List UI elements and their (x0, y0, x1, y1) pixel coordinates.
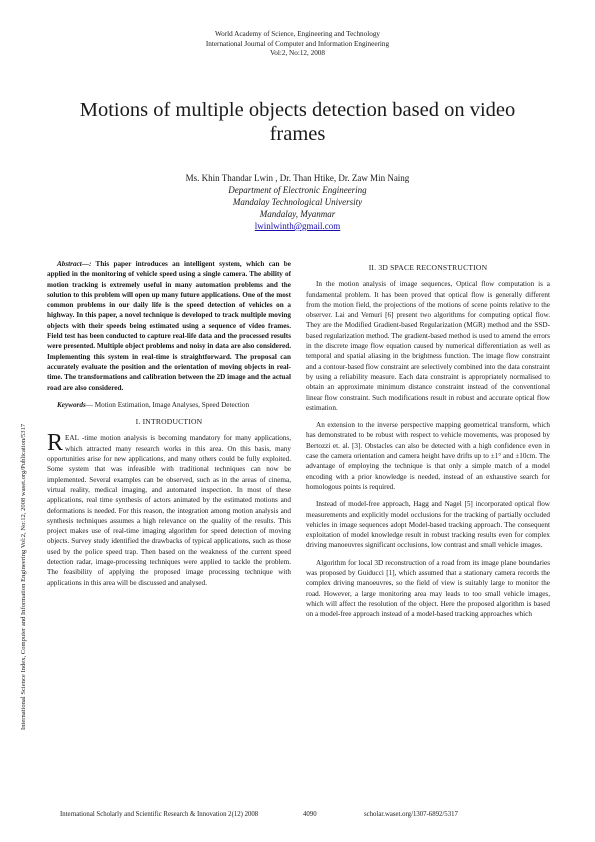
right-column (306, 259, 550, 627)
abstract-label: Abstract—: (57, 260, 92, 268)
author-names: Ms. Khin Thandar Lwin , Dr. Than Htike, Dr. Zaw Min Naing (185, 173, 410, 183)
intro-text: EAL -time motion analysis is becoming mandatory for many applications, which attracted many research works in this area. On this basis, many opportunities arise for new applications, and many others could be fully exploited. Some system that was infeasible with traditional techniques can now be implemented. Several examples can be observed, such as in the areas of cinema, virtual reality, medical imaging, and automated inspection. In most of these applications, real time synthesis of actors animated by the estimated motions and deformations is needed. For this reason, the integration among motion analysis and synthesis techniques assumes a high relevance on the quality of the results. This project makes use of real-time imaging algorithm for speed detection of moving objects. Survey study identified the drawbacks of typical applications, such as those used by the police speed trap. Then based on the weakness of the current speed detection radar, image-processing techniques were applied to tackle the problem. The feasibility of applying the proposed image processing technique with applications in this area will be discussed and analysed. (47, 434, 291, 587)
abstract-text: This paper introduces an intelligent system, which can be applied in the monitoring of vehicle speed using a single camera. The ability of motion tracking is extremely useful in many automation problems and the solution to this problem will open up many future applications. One of the most common problems in our daily life is the speed detection of vehicles on a highway. In this paper, a novel technique is developed to track multiple moving objects with their speeds being estimated using a sequence of video frames. Field test has been conducted to capture real-life data and the processed results were presented. Multiple object problems and noisy in data are also considered. Implementing this system in real-time is straightforward. The proposal can accurately evaluate the position and the orientation of moving objects in real-time. The transformations and calibration between the 2D image and the actual road are also considered. (47, 260, 291, 392)
keywords (47, 400, 291, 410)
paragraph-optical-flow: In the motion analysis of image sequences, Optical flow computation is a fundamental problem. It has been proved that optical flow is generally different from the motion field, the projections of the motions of scene points relative to the observer. Lai and Vemuri [6] present two algorithms for computing optical flow. They are the Modified Gradient-based Regularization (MGR) method and the SSD-based regularization method. The gradient-based method is used to amend the errors in the discrete image flow equation caused by numerical differentiation as well as temporal and spatial aliasing in the brightness function. The image flow constraint and a contour-based flow constraint are selectively combined into the data constraint by using a reliability measure. Each data constraint is appropriately normalised to obtain an approximate minimum distance constraint instead of the conventional linear flow constraint. Such modifications result in robust and accurate optical flow estimation. (306, 280, 550, 412)
paper-title: Motions of multiple objects detection based on video frames (79, 99, 516, 145)
footer-publisher: International Scholarly and Scientific Research & Innovation 2(12) 2008 (60, 811, 259, 818)
journal-volume: Vol:2, No:12, 2008 (270, 49, 325, 57)
author-city: Mandalay, Myanmar (259, 209, 336, 219)
paragraph-model-based: Instead of model-free approach, Hagg and Nagel [5] incorporated optical flow measurements and explicitly model occlusions for the tracking of partially occluded vehicles in image sequences adopt Model-based tracking approach. The consequent exploitation of model knowledge result in robust tracking results even for complex driving manoeuvres significant occlusions, low contrast and small vehicle images. (306, 500, 550, 550)
journal-subtitle: International Journal of Computer and Information Engineering (205, 39, 390, 48)
left-column (47, 259, 291, 595)
section-heading-introduction: I. INTRODUCTION (135, 417, 203, 427)
abstract (47, 259, 291, 393)
footer-url[interactable]: scholar.waset.org/1307-6892/5317 (364, 811, 458, 818)
index-sidebar: International Science Index, Computer and Information Engineering Vol:2, No:12, 2008 waset.org/Publication/5317 (20, 423, 27, 730)
journal-name: World Academy of Science, Engineering and Technology (214, 30, 381, 38)
section-heading-3d-reconstruction: II. 3D SPACE RECONSTRUCTION (368, 263, 488, 272)
intro-paragraph (47, 430, 291, 587)
keywords-text: — Motion Estimation, Image Analyses, Speed Detection (85, 400, 250, 409)
footer-page-number: 4090 (303, 811, 317, 818)
paragraph-inverse-perspective: An extension to the inverse perspective mapping geometrical transform, which has demonstrated to be robust with respect to vehicle movements, was proposed by Bertozzi et. al. [3]. Obstacles can also be detected with a high confidence even in case the camera orientation and camera height have drifts up to ±1° and ±10cm. The advantage of employing the technique is that only a simple match of a model encoding with a prior knowledge is needed, instead of an exhaustive search for homologous points is required. (306, 421, 550, 491)
author-block (0, 172, 595, 232)
author-university: Mandalay Technological University (232, 197, 363, 207)
drop-cap: R (47, 430, 64, 457)
author-email-link[interactable]: lwinlwinth@gmail.com (254, 221, 341, 231)
paragraph-3d-reconstruction: Algorithm for local 3D reconstruction of a road from its image plane boundaries was proposed by Guiducci [1], which assumed that a stationary camera records the complex driving manoeuvres, so the field of view is suitably large to monitor the road. However, a large monitoring area may leads to too small vehicle images, which will affect the resolution of the object. Here the proposed algorithm is based on a model-free approach instead of a model-based tracking approaches which (306, 558, 550, 619)
keywords-label: Keywords (57, 400, 86, 409)
author-department: Department of Electronic Engineering (228, 185, 367, 195)
journal-header (0, 30, 595, 59)
